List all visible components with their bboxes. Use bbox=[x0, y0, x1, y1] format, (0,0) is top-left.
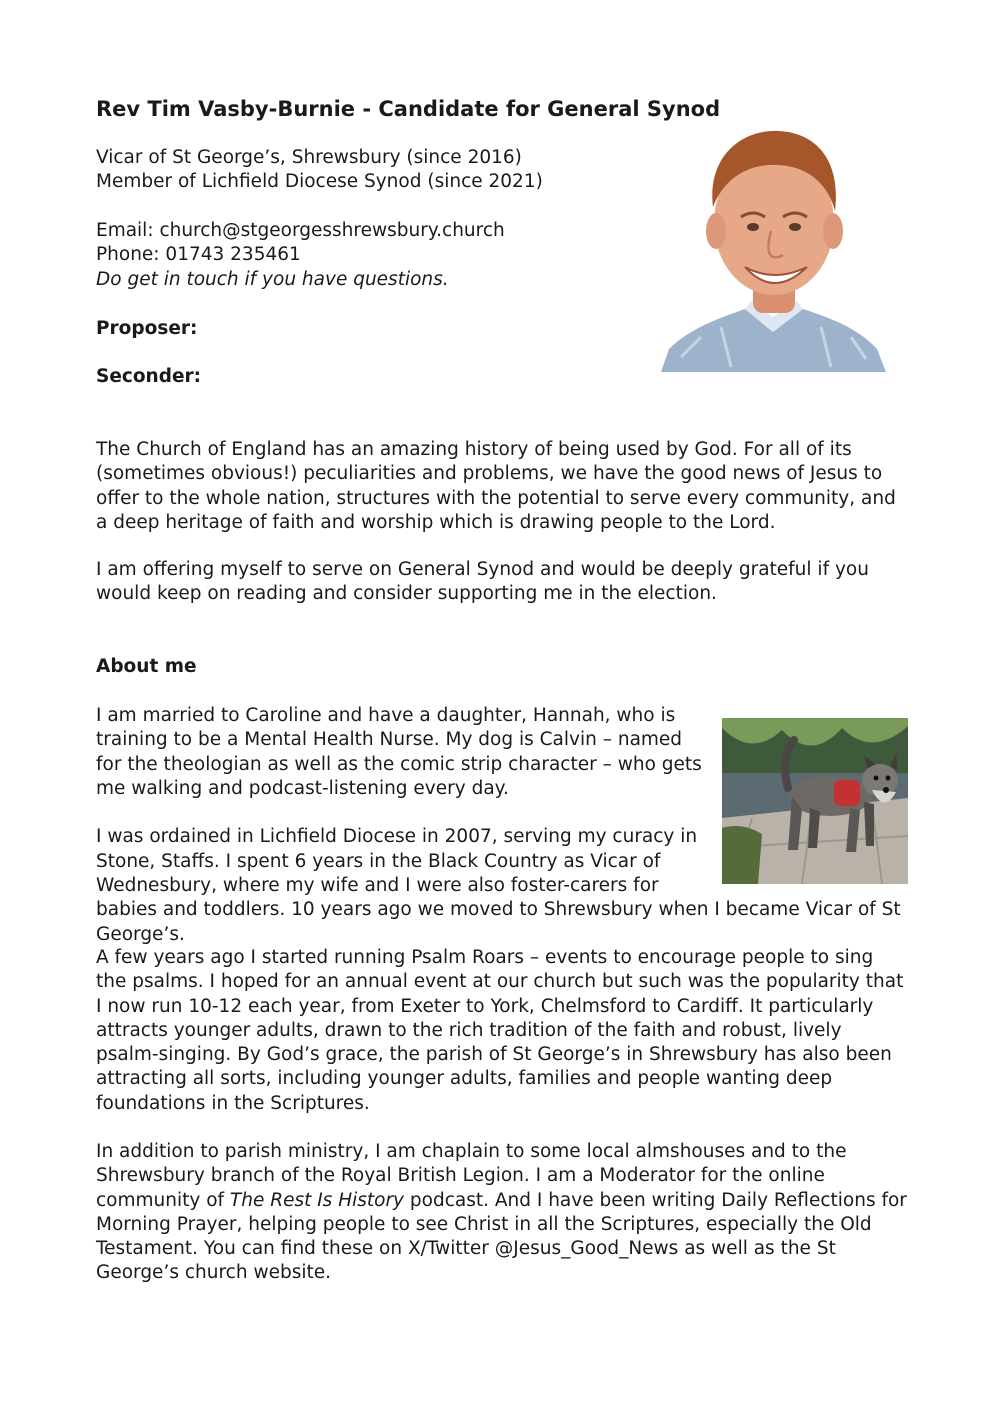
about-paragraph: A few years ago I started running Psalm Roars – events to encourage people to sing the psalms. I hoped for an annual event at our church but such was the popularity that I now run 10-12 each year, from Exeter to York, Chelmsford to Cardiff. It particularly attracts younger adults, drawn to the rich tradition of the faith and robust, lively psalm-singing. By God’s grace, the parish of St George’s in Shrewsbury has also been attracting all sorts, including younger adults, families and people wanting deep foundations in the Scriptures. bbox=[96, 947, 904, 1114]
about-text: podcast. And I have been writing Daily Reflections for Morning Prayer, helping people to see Christ in all the Scriptures, especially the Old Testament. You can find these on X/Twitter @Jesus_Good_News as well as the St George’s church website. bbox=[96, 1189, 907, 1284]
about-heading: About me bbox=[96, 656, 197, 677]
contact-note: Do get in touch if you have questions. bbox=[96, 268, 449, 290]
proposer-label: Proposer: bbox=[96, 318, 198, 339]
podcast-title: The Rest Is History bbox=[229, 1189, 405, 1211]
intro-paragraph: I am offering myself to serve on General Synod and would be deeply grateful if you would keep on reading and consider supporting me in the election. bbox=[96, 559, 869, 605]
phone-line: Phone: 01743 235461 bbox=[96, 244, 301, 266]
about-first-section bbox=[96, 704, 908, 947]
candidate-portrait-photo bbox=[661, 127, 886, 372]
photo-wrap-spacer bbox=[712, 704, 908, 876]
email-line: Email: church@stgeorgesshrewsbury.church bbox=[96, 220, 505, 241]
about-paragraph bbox=[96, 1140, 908, 1286]
role-line: Member of Lichfield Diocese Synod (since 2021) bbox=[96, 171, 543, 193]
roles-block bbox=[96, 146, 543, 195]
page-title: Rev Tim Vasby-Burnie - Candidate for General Synod bbox=[96, 97, 721, 121]
intro-paragraph: The Church of England has an amazing history of being used by God. For all of its (sometimes obvious!) peculiarities and problems, we have the good news of Jesus to offer to the whole nation, structures with the potential to serve every community, and a deep heritage of faith and worship which is drawing people to the Lord. bbox=[96, 439, 896, 533]
seconder-label: Seconder: bbox=[96, 366, 202, 387]
role-line: Vicar of St George’s, Shrewsbury (since 2016) bbox=[96, 147, 522, 168]
about-paragraph: I was ordained in Lichfield Diocese in 2007, serving my curacy in Stone, Staffs. I spent 6 years in the Black Country as Vicar of Wednesbury, where my wife and I were also foster-carers for babies and toddlers. 10 years ago we moved to Shrewsbury when I became Vicar of St George’s. bbox=[96, 826, 901, 945]
contact-block bbox=[96, 219, 505, 292]
about-paragraph: I am married to Caroline and have a daughter, Hannah, who is training to be a Mental Health Nurse. My dog is Calvin – named for the theologian as well as the comic strip character – who gets me walking and podcast-listening every day. bbox=[96, 705, 702, 799]
about-text: In addition to parish ministry, I am chaplain to some local almshouses and to the Shrewsbury branch of the Royal British Legion. I am a Moderator for the online community of bbox=[96, 1141, 847, 1211]
